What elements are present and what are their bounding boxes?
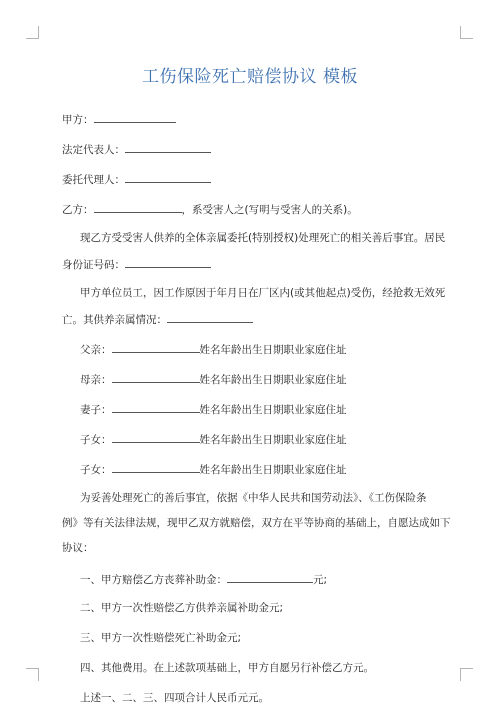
relative-blank[interactable]: [112, 342, 200, 353]
relative-fields: 姓名年龄出生日期职业家庭住址: [199, 344, 347, 356]
item4-line: 四、其他费用。在上述款项基础上，甲方自愿另行补偿乙方元。: [80, 662, 374, 674]
relative-label: 母亲：: [80, 374, 112, 386]
para3-line1: 为妥善处理死亡的善后事宜，依据《中华人民共和国劳动法》、《工伤保险条: [80, 492, 427, 504]
relative-blank[interactable]: [112, 372, 200, 383]
relative-row-child-1: [62, 432, 438, 444]
legal-rep-line: [62, 142, 438, 154]
para2-line1: 甲方单位员工，因工作原因于年月日在厂区内(或其他起点)受伤，经抢救无效死: [80, 287, 446, 299]
agent-line: [62, 172, 438, 184]
item1-line: [62, 572, 438, 584]
crop-mark-bottom-left: [26, 668, 39, 681]
crop-mark-top-left: [26, 26, 39, 39]
party-a-line: [62, 112, 438, 124]
item3-line: 三、甲方一次性赔偿死亡补助金元;: [80, 632, 242, 644]
id-number-blank[interactable]: [125, 257, 211, 268]
relative-label: 子女：: [80, 434, 112, 446]
crop-mark-top-right: [460, 26, 473, 39]
item1-blank[interactable]: [227, 572, 313, 583]
relative-blank[interactable]: [112, 432, 200, 443]
relative-label: 父亲：: [80, 344, 112, 356]
party-b-blank[interactable]: [94, 202, 182, 213]
dependents-label: 亡。其供养亲属情况：: [62, 314, 167, 326]
para1-line2: [62, 257, 438, 269]
party-a-label: 甲方：: [62, 114, 94, 126]
agent-label: 委托代理人：: [62, 174, 125, 186]
party-a-blank[interactable]: [94, 112, 176, 123]
relative-blank[interactable]: [112, 462, 200, 473]
para3-line3: 协议：: [62, 542, 94, 554]
para3-line2: 例》等有关法律法规，现甲乙双方就赔偿，双方在平等协商的基础上，自愿达成如下: [62, 517, 451, 529]
relative-label: 妻子：: [80, 404, 112, 416]
para1-line1: 现乙方受受害人供养的全体亲属委托(特别授权)处理死亡的相关善后事宜。居民: [80, 232, 446, 244]
item1-suffix: 元;: [313, 574, 328, 586]
agent-blank[interactable]: [125, 172, 211, 183]
relative-row-father: [62, 342, 438, 354]
summary-line: 上述一、二、三、四项合计人民币元元。: [80, 692, 269, 704]
crop-mark-bottom-right: [460, 668, 473, 681]
relative-fields: 姓名年龄出生日期职业家庭住址: [199, 464, 347, 476]
relative-row-child-2: [62, 462, 438, 474]
dependents-blank[interactable]: [167, 312, 253, 323]
relative-row-mother: [62, 372, 438, 384]
relative-fields: 姓名年龄出生日期职业家庭住址: [199, 404, 347, 416]
relative-row-wife: [62, 402, 438, 414]
para2-line2: [62, 312, 438, 324]
relative-fields: 姓名年龄出生日期职业家庭住址: [199, 374, 347, 386]
item2-line: 二、甲方一次性赔偿乙方供养亲属补助金元;: [80, 602, 284, 614]
party-b-label: 乙方：: [62, 204, 94, 216]
document-title: 工伤保险死亡赔偿协议 模板: [142, 67, 358, 87]
legal-rep-blank[interactable]: [125, 142, 211, 153]
party-b-suffix: ，系受害人之(写明与受害人的关系)。: [181, 204, 358, 216]
relative-blank[interactable]: [112, 402, 200, 413]
relative-label: 子女：: [80, 464, 112, 476]
id-number-label: 身份证号码：: [62, 259, 125, 271]
relative-fields: 姓名年龄出生日期职业家庭住址: [199, 434, 347, 446]
party-b-line: [62, 202, 438, 214]
document-body: [62, 112, 451, 704]
item1-label: 一、甲方赔偿乙方丧葬补助金：: [80, 574, 227, 586]
legal-rep-label: 法定代表人：: [62, 144, 125, 156]
